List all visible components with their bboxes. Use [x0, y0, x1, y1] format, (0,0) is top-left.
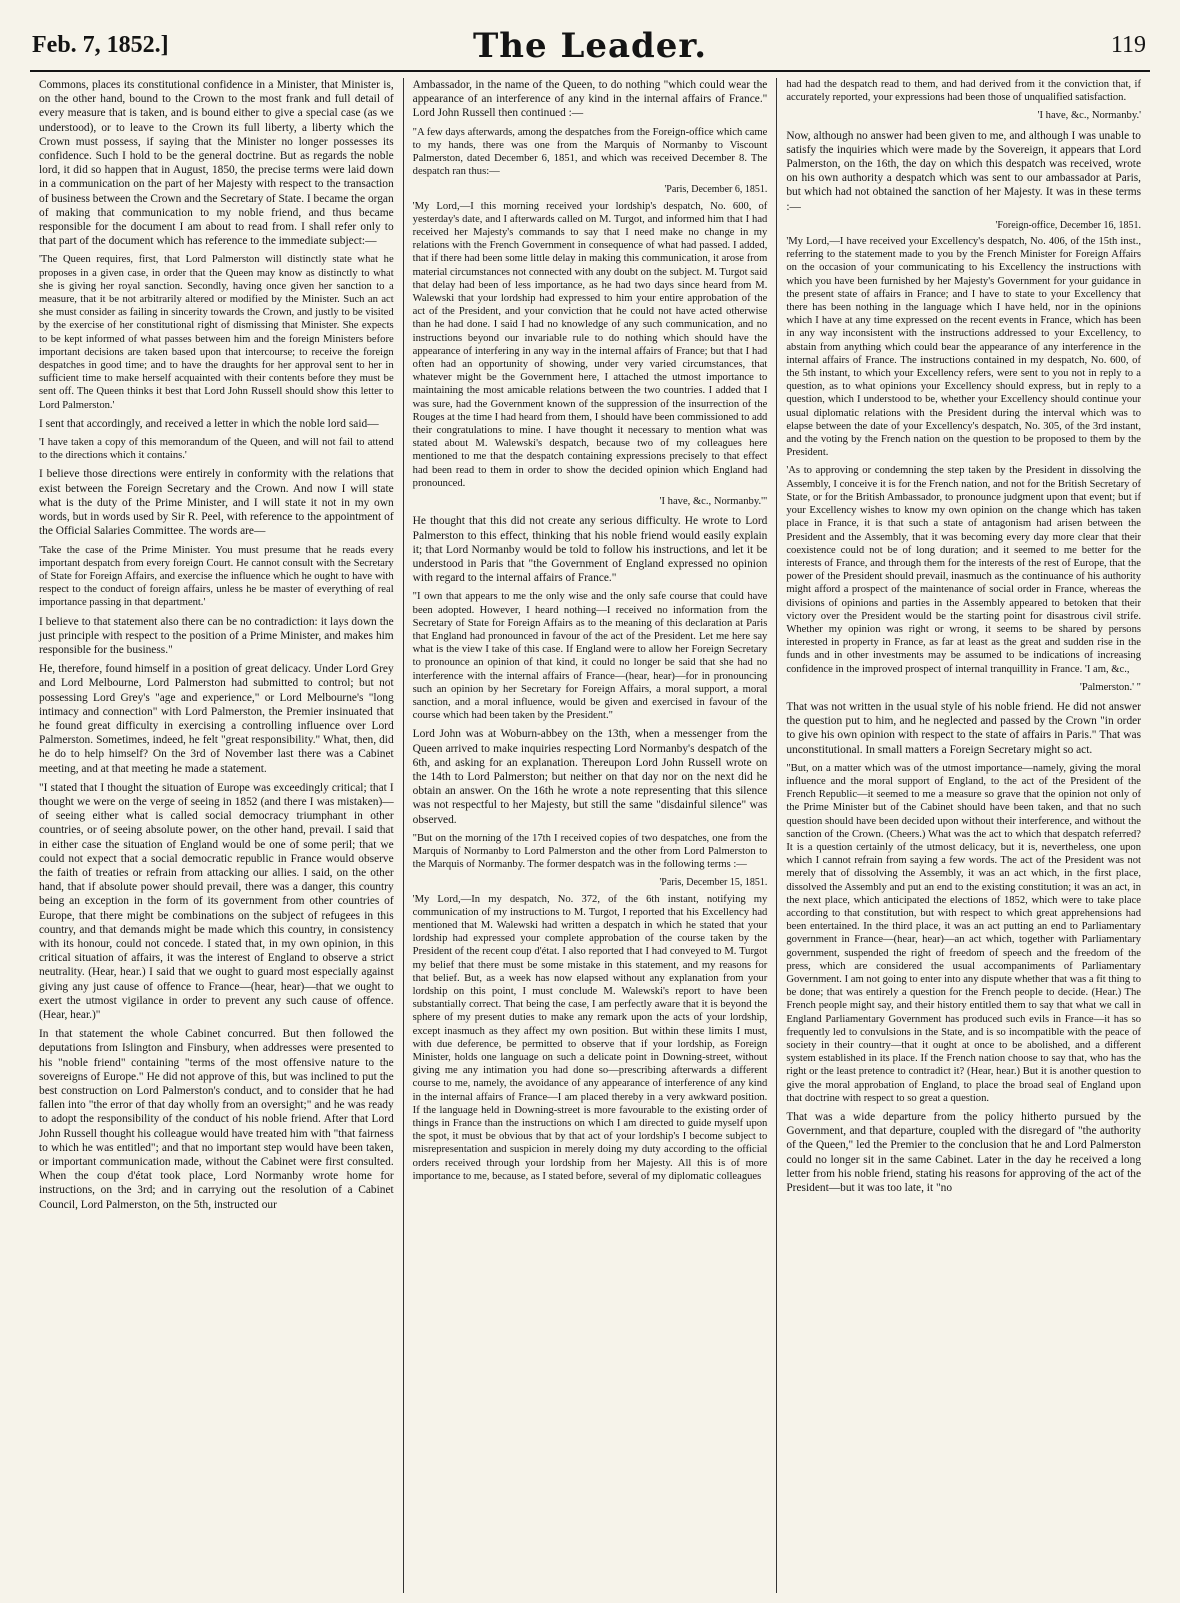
paragraph: I believe to that statement also there can be no contradiction: it lays down the just principle with respect to the position of a Prime Minister, and makes him responsible for the business.": [39, 615, 394, 656]
page-header: [30, 22, 1150, 72]
paragraph: 'My Lord,—In my despatch, No. 372, of the 6th instant, notifying my communication of my instructions to M. Turgot, I reported that his Excellency had mentioned that M. Walewski had written a despatch in which he stated that your lordship had expressed your complete approbation of the course taken by the President of the recent coup d'état. I also reported that I had conveyed to M. Turgot my belief that there must be some mistake in this statement, and my reasons for that belief. But, as a week has now elapsed without any explanation from your lordship on this point, I must conclude M. Walewski's report to have been substantially correct. That being the case, I am perfectly aware that it is beyond the sphere of my present duties to make any remark upon the acts of your lordship, except inasmuch as they affect my own position. But within these limits I must, with due deference, be permitted to observe that if your lordship, as Foreign Minister, holds one language on such a delicate point in Downing-street, without giving me any intimation you had done so—prescribing afterwards a different course to me, namely, the avoidance of any appearance of interference of any kind in the internal affairs of France—I am placed thereby in a very awkward position. If the language held in Downing-street is more favourable to the existing order of things in France than the instructions on which I am directed to guide myself upon the spot, it must be obvious that by that act of your lordship's I become subject to misrepresentation and suspicion in merely doing my duty according to the official orders received through your lordship from her Majesty. All this is of more importance to me, because, as I stated before, several of my diplomatic colleagues: [412, 893, 768, 1182]
paragraph: That was a wide departure from the policy hitherto pursued by the Government, and that departure, coupled with the disregard of "the authority of the Queen," led the Premier to the conclusion that he and Lord Palmerston could no longer sit in the same Cabinet. Later in the day he received a long letter from his noble friend, stating his reasons for approving of the act of the President—but it was too late, it "no: [786, 1111, 1142, 1195]
paragraph: "A few days afterwards, among the despatches from the Foreign-office which came to my hands, there was one from the Marquis of Normanby to Viscount Palmerston, dated December 6, 1851, and which was received December 8. The despatch ran thus:—: [412, 126, 768, 178]
paragraph: "I own that appears to me the only wise and the only safe course that could have been adopted. However, I heard nothing—I received no information from the Secretary of State for Foreign Affairs as to the meaning of this declaration at Paris that England had pronounced in favour of the act of the President. Let me here say what is the view I take of this case. If England were to allow her Foreign Secretary to pronounce an opinion of that kind, it could no longer be said that she had no interference with the internal affairs of France—(hear, hear)—for in pronouncing such an opinion by her Secretary for Foreign Affairs, a moral support, a moral sanction, and a moral influence, would be given and exercised in favour of the course which had been taken by the President.": [412, 591, 768, 722]
paragraph: Now, although no answer had been given to me, and although I was unable to satisfy the inquiries which were made by the Sovereign, it appears that Lord Palmerston, on the 16th, the day on which this despatch was received, wrote on his own authority a despatch which was sent to our ambassador at Paris, but which had not obtained the sanction of her Majesty. It was in these terms :—: [786, 129, 1142, 213]
paragraph: 'Paris, December 6, 1851.: [664, 184, 768, 196]
paragraph: He, therefore, found himself in a position of great delicacy. Under Lord Grey and Lord Melbourne, Lord Palmerston had submitted to control; but not possessing Lord Grey's "age and experience," or Lord Melbourne's "long intimacy and connection" with Lord Palmerston, the Premier insinuated that he found great difficulty in exercising a controlling influence over Lord Palmerston. Sometimes, indeed, he felt "great responsibility." What, then, did he do to help himself? On the 3rd of November last there was a Cabinet meeting, and at that meeting he made a statement.: [39, 663, 394, 775]
paragraph: That was not written in the usual style of his noble friend. He did not answer the question put to him, and he neglected and passed by the Crown "in order to give his own opinion with respect to the state of affairs in Paris." That was unconstitutional. In small matters a Foreign Secretary might so act.: [786, 700, 1142, 756]
paragraph: 'Take the case of the Prime Minister. You must presume that he reads every important despatch from every foreign Court. He cannot consult with the Secretary of State for Foreign Affairs, and exercise the influence which he ought to have with respect to the conduct of foreign affairs, unless he be master of everything of real importance passing in that department.': [39, 544, 394, 609]
paragraph: 'Foreign-office, December 16, 1851.: [995, 219, 1142, 231]
paragraph: Lord John was at Woburn-abbey on the 13th, when a messenger from the Queen arrived to make inquiries respecting Lord Normanby's despatch of the 6th, and asking for an explanation. Thereupon Lord John Russell wrote on the 14th to Lord Palmerston; but neither on that day nor on the next did he obtain an answer. On the 16th he wrote a note representing that this silence was not respectful to her Majesty, but still the same "disdainful silence" was observed.: [412, 728, 768, 826]
column-3: [777, 78, 1150, 1593]
paragraph: "I stated that I thought the situation of Europe was exceedingly critical; that I thought we were on the verge of seeing in 1852 (and there I was mistaken)—of seeing either what is called social democracy triumphant in other countries, or of seeing absolute power, on the other hand, prevail. I said that in either case the situation of England would be one of some peril; that we could not expect that a social democratic republic in France would observe the faith of treaties or refrain from attacking our allies. I said, on the other hand, that if absolute power should prevail, there was a danger, this country being an exception in the form of its government from other countries of Europe, that there might be combinations on the subject of refugees in this country, and that demands might be made which this country, in consistency with its honour, could not concede. I stated that, in my own opinion, in this critical situation of affairs, it was the interest of England to observe a strict neutrality. (Hear, hear.) I said that we ought to guard most especially against giving any just cause of offence to France—(hear, hear)—that we ought to exert the utmost vigilance in order to prevent any such cause of offence. (Hear, hear.)": [39, 781, 394, 1021]
issue-date: Feb. 7, 1852.]: [32, 32, 169, 58]
paragraph: "But on the morning of the 17th I received copies of two despatches, one from the Marquis of Normanby to Lord Palmerston and the other from Lord Palmerston to the Marquis of Normanby. The former despatch was in the following terms :—: [412, 832, 768, 871]
article-columns: [30, 78, 1150, 1593]
paragraph: "But, on a matter which was of the utmost importance—namely, giving the moral influence and the moral support of England, to the act of the President of the French Republic—it seemed to me a measure so grave that the opinion not only of the Prime Minister but of the Cabinet should have been taken, and that no such question should have been decided upon without their interference, and without the sanction of the Crown. (Cheers.) What was the act to which that despatch referred? It is a question certainly of the utmost delicacy, but it is, nevertheless, one upon which I cannot refrain from saying a few words. The act of the President was not merely that of dissolving the Assembly, it was an act which, in the first place, dissolved the Assembly and put an end to the existing constitution; it was an act, in the next place, which anticipated the elections of 1852, which were to take place according to that constitution, but with respect to which great apprehensions had been entertained. In the third place, it was an act putting an end to Parliamentary government in France—(hear, hear)—an act which, together with Parliamentary government, suspended the right of freedom of speech and the freedom of the press, which are considered the usual accompaniments of Parliamentary Government. I am not going to enter into any dispute whether that was a fit thing to be done; that was entirely a question for the French people to decide. (Hear.) The French people might say, and their history entitled them to say that what we call in England Parliamentary Government has produced such evils in France—it has so frequently led to convulsions in the State, and is so incompatible with the peace of society in their country—that it ought at once to be abolished, and a different system established in its place. If the French nation choose to say that, who has the right or the least pretence to contradict it? (Hear, hear.) But it is another question to give the moral approbation of England, to place the broad seal of England upon that doctrine with respect to so great a question.: [786, 762, 1142, 1104]
paragraph: 'I have, &c., Normanby.': [1037, 110, 1142, 122]
paragraph: 'Paris, December 15, 1851.: [659, 877, 768, 889]
column-1: [30, 78, 404, 1593]
column-2: [404, 78, 778, 1593]
paragraph: Commons, places its constitutional confidence in a Minister, that Minister is, on the other hand, bound to the Crown to the most frank and full detail of every measure that is taken, and is bound either to give a special case (as we understood), or to leave to the Crown its full liberty, a liberty which the Crown must possess, if saying that the Minister no longer possesses its confidence. Such I hold to be the general doctrine. But as regards the noble lord, it did so happen that in August, 1850, the precise terms were laid down in a communication on the part of her Majesty with respect to the transaction of business between the Crown and the Secretary of State. I became the organ of making that communication to my noble friend, and thus became responsible for the document I am about to read from. I shall refer only to that part of the document which has reference to the immediate subject:—: [39, 79, 394, 248]
paragraph: He thought that this did not create any serious difficulty. He wrote to Lord Palmerston to this effect, thinking that his noble friend would easily explain it; that Lord Normanby would be told to follow his instructions, and let it be understood in Paris that "the Government of England expressed no opinion with regard to the internal affairs of France.": [412, 515, 768, 585]
paragraph: 'I have taken a copy of this memorandum of the Queen, and will not fail to attend to the directions which it contains.': [39, 437, 394, 462]
paragraph: 'The Queen requires, first, that Lord Palmerston will distinctly state what he proposes in a given case, in order that the Queen may know as distinctly to what she is giving her royal sanction. Secondly, having once given her sanction to a measure, that it be not arbitrarily altered or modified by the Minister. Such an act she must consider as failing in sincerity towards the Crown, and justly to be visited by the exercise of her constitutional right of dismissing that Minister. She expects to be kept informed of what passes between him and the foreign Ministers before important decisions are taken based upon that intercourse; to receive the foreign despatches in good time; and to have the draughts for her approval sent to her in sufficient time to make herself acquainted with their contents before they must be sent off. The Queen thinks it best that Lord John Russell should show this letter to Lord Palmerston.': [39, 254, 394, 411]
paragraph: Ambassador, in the name of the Queen, to do nothing "which could wear the appearance of an interference of any kind in the internal affairs of France." Lord John Russell then continued :—: [412, 79, 768, 120]
paragraph: 'My Lord,—I have received your Excellency's despatch, No. 406, of the 15th inst., referring to the statement made to you by the French Minister for Foreign Affairs on the occasion of your communicating to his Excellency the instructions with which you have been furnished by her Majesty's Government for your guidance in the present state of affairs in France; and I have to state to your Excellency that there has been nothing in the language which I have held, nor in the opinions which I have at any time expressed on the recent events in France, which has been in any way inconsistent with the instructions addressed to your Excellency, to abstain from anything which could bear the appearance of any interference in the internal affairs of France. The instructions contained in my despatch, No. 600, of the 5th instant, to which your Excellency refers, were sent to you not in reply to a question, as to what opinions your Excellency should express, but in reply to a question, which I understood to be, whether your Excellency should continue your usual diplomatic relations with the President during the interval which was to elapse between the date of your Excellency's despatch, No. 305, of the 3rd instant, and the voting by the French nation on the question to be proposed to them by the President.: [786, 236, 1142, 459]
paragraph: had had the despatch read to them, and had derived from it the conviction that, if accurately reported, your expressions had been those of unqualified satisfaction.: [786, 79, 1142, 104]
paragraph: 'My Lord,—I this morning received your lordship's despatch, No. 600, of yesterday's date, and I afterwards called on M. Turgot, and informed him that I had received her Majesty's commands to say that I need make no change in my relations with the French Government in consequence of what had passed. I added, that if there had been some little delay in making this communication, it arose from material circumstances not connected with any doubt on the subject. M. Turgot said that delay had been of less importance, as he had two days since heard from M. Walewski that your lordship had expressed to him your entire approbation of the act of the President, and your conviction that he could not have acted otherwise than he had done. I said I had no knowledge of any such communication, and no instructions beyond our invariable rule to do nothing which should have the appearance of interfering in any way in the internal affairs of France; but that I had often had an opportunity of showing, under very varied circumstances, that whatever might be the Government here, I attached the utmost importance to maintaining the most amicable relations between the two countries. I added that I was sure, had the Government known of the suppression of the insurrection of the Rouges at the time I had heard from them, I should have been commissioned to add their congratulations to mine. I have thought it necessary to mention what was stated about M. Walewski's despatch, because two of my colleagues here mentioned to me that the despatch containing expressions precisely to that effect had been read to them in order to show the decided opinion which England had pronounced.: [412, 200, 768, 489]
masthead-title: The Leader.: [472, 26, 708, 66]
paragraph: I sent that accordingly, and received a letter in which the noble lord said—: [39, 417, 379, 430]
paragraph: 'I have, &c., Normanby.'": [659, 496, 768, 508]
paragraph: I believe those directions were entirely in conformity with the relations that exist between the Foreign Secretary and the Crown. And now I will state what is the duty of the Prime Minister, and I will state it not in my own words, but in words used by Sir R. Peel, with reference to the appointment of the Official Salaries Committee. The words are—: [39, 468, 394, 538]
paragraph: 'Palmerston.' ": [1079, 681, 1142, 693]
page-number: 119: [1110, 32, 1146, 58]
paragraph: 'As to approving or condemning the step taken by the President in dissolving the Assembly, I conceive it is for the French nation, and not for the British Secretary of State, or for the British Ambassador, to pronounce judgment upon that event; but if your Excellency wishes to know my own opinion on the change which has taken place in France, it is that such a state of antagonism had arisen between the President and the Assembly, that it was becoming every day more clear that their coexistence could not be of long duration; and it seemed to me better for the interests of France, and through them for the interests of the rest of Europe, that the power of the President should prevail, inasmuch as the continuance of his authority might afford a prospect of the maintenance of social order in France, whereas the divisions of opinions and parties in the Assembly appeared to betoken that their victory over the President would be the starting point for disastrous civil strife. Whether my opinion was right or wrong, it seems to be shared by persons interested in property in France, as far at least as the great and sudden rise in the funds and in other investments may be assumed to be indications of increasing confidence in the improved prospect of internal tranquillity in France. 'I am, &c.,: [786, 465, 1142, 675]
paragraph: In that statement the whole Cabinet concurred. But then followed the deputations from Islington and Finsbury, when addresses were presented to his "noble friend" containing "terms of the most offensive nature to the sovereigns of Europe." He did not approve of this, but was inclined to put the best construction on Lord Palmerston's conduct, and to consider that he had fallen into "the error of that day wholly from an oversight;" and he was ready to adopt the responsibility of the conduct of his noble friend. After that Lord John Russell thought his colleague would have treated him with "that fairness to which he was entitled"; and that no important step would have been taken, or important communication made, without the Cabinet were first consulted. When the coup d'état took place, Lord Normanby wrote home for instructions, on the 3rd; and in carrying out the resolution of a Cabinet Council, Lord Palmerston, on the 5th, instructed our: [39, 1028, 394, 1211]
